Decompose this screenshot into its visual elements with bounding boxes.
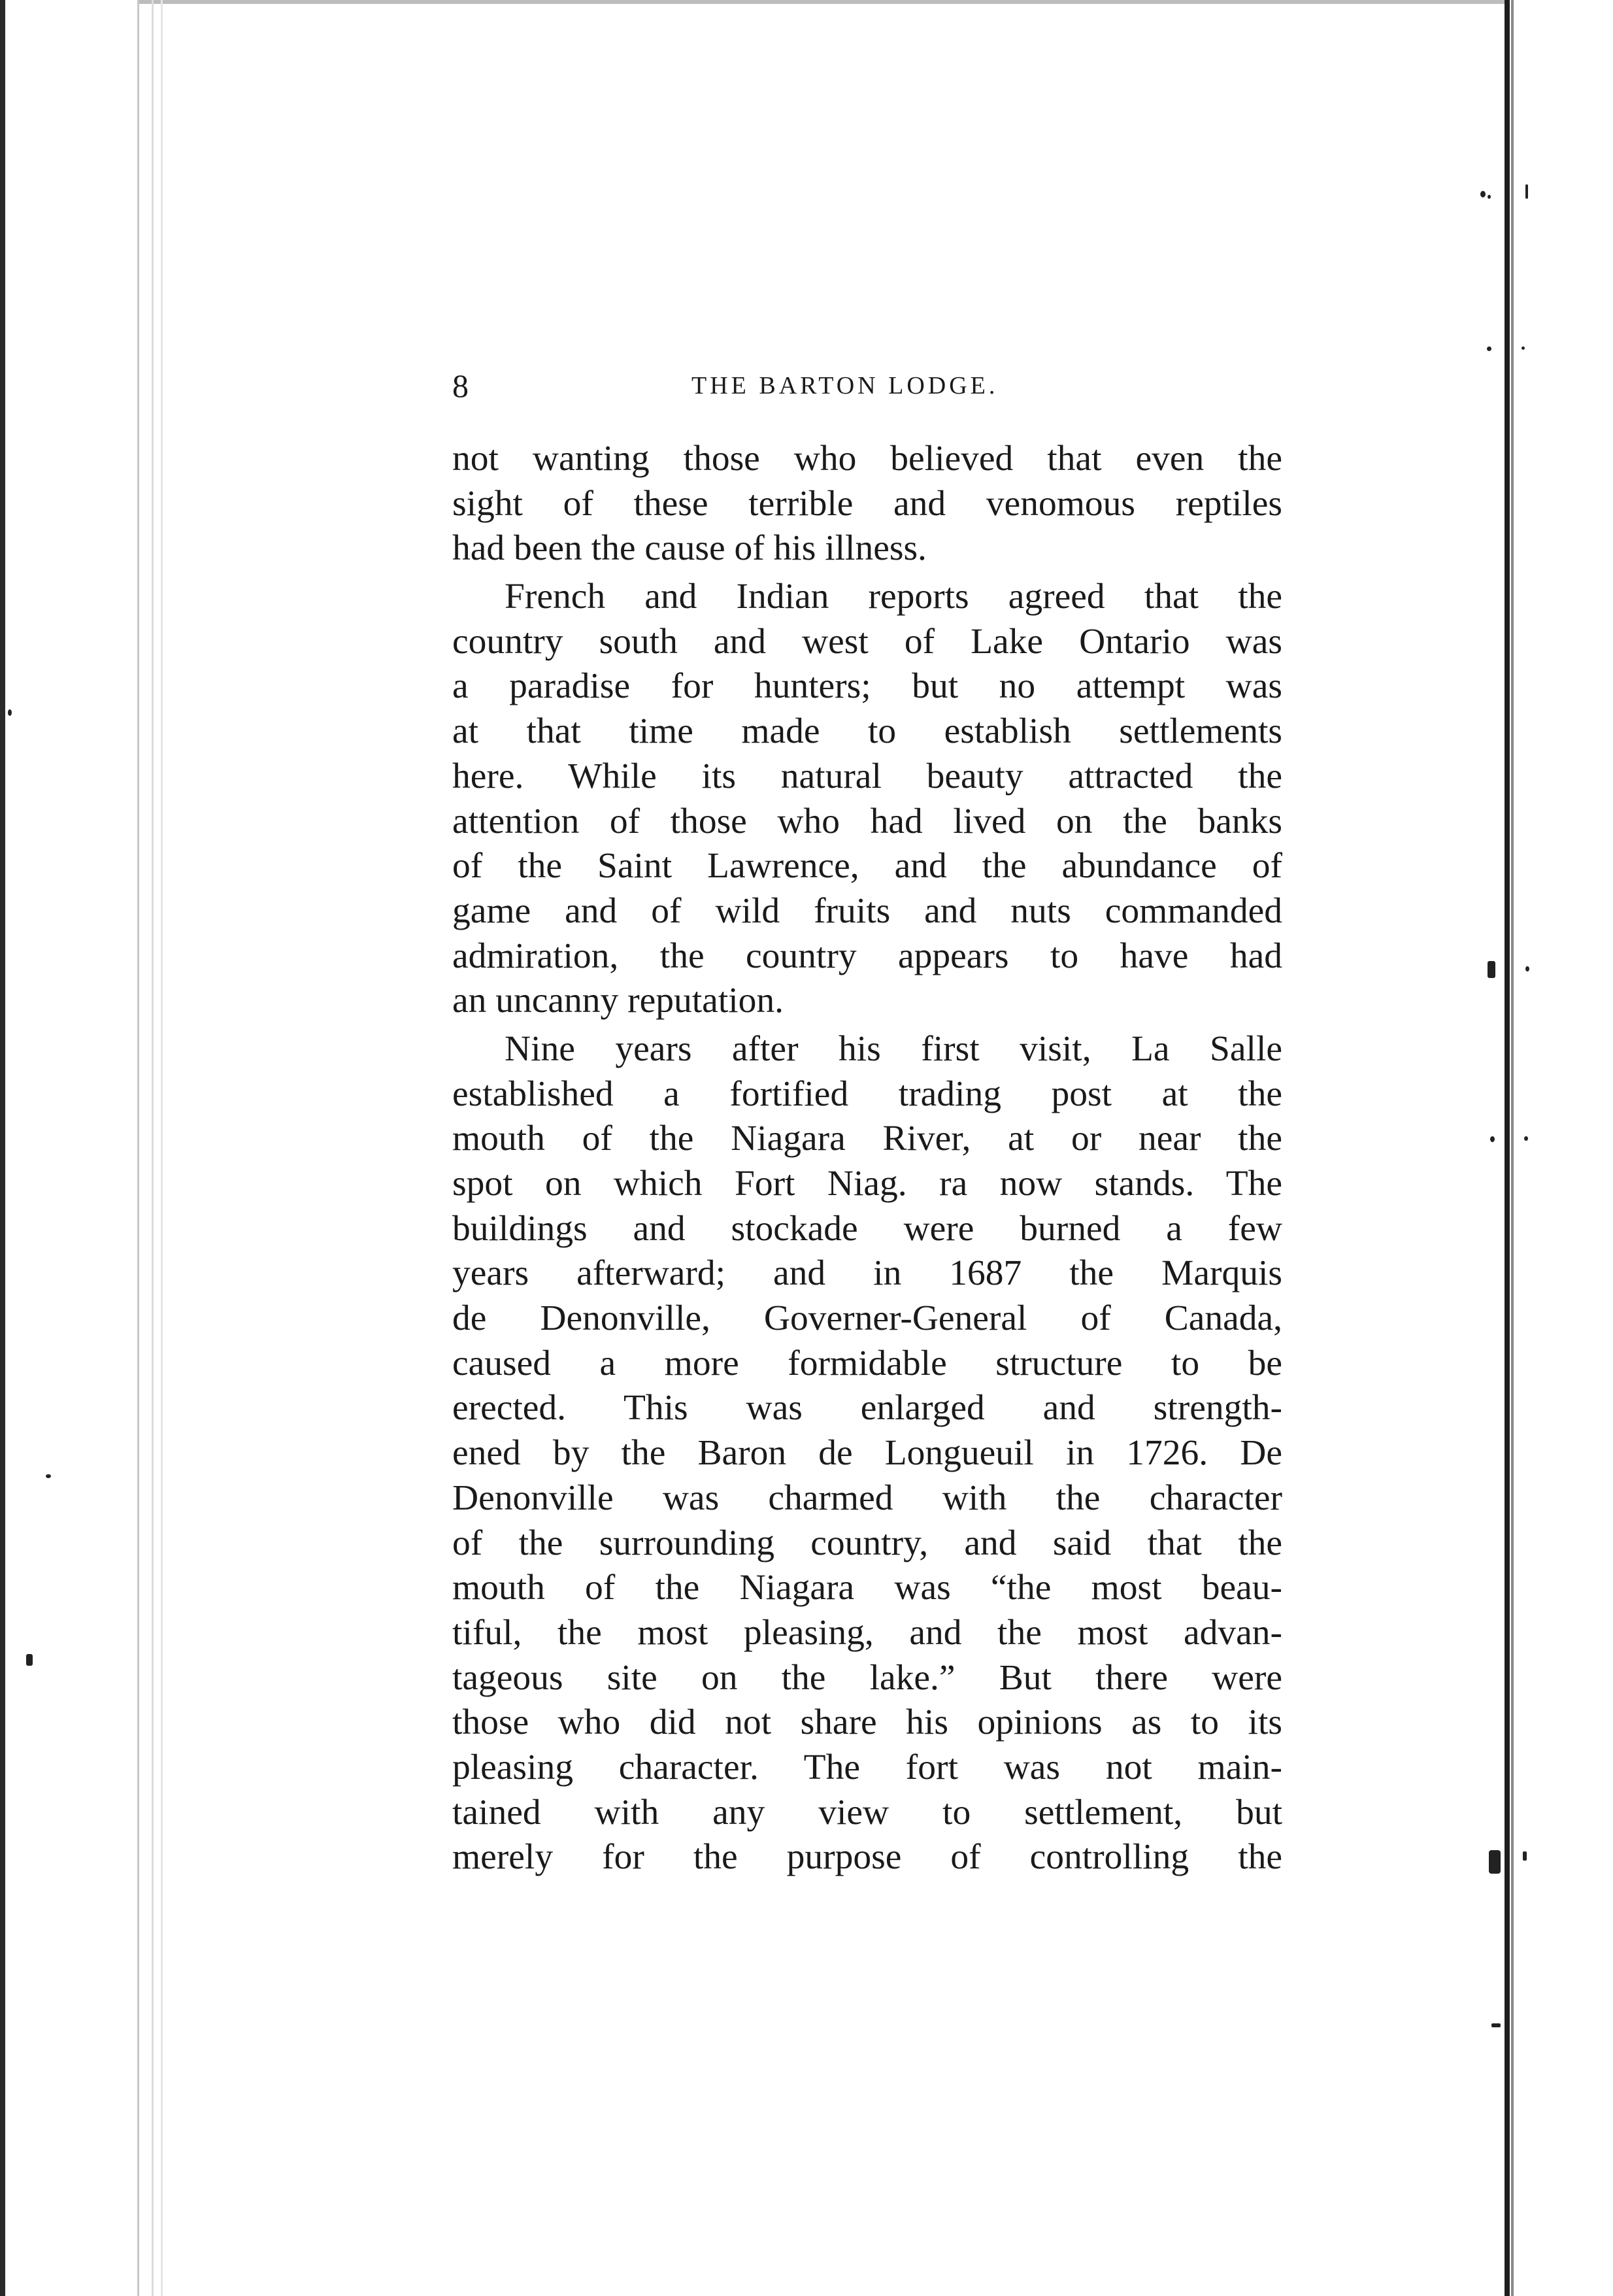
text-line: sight of these terrible and venomous reptiles <box>452 483 1282 524</box>
scan-speck <box>1523 1851 1527 1861</box>
scan-edge-top <box>137 0 1510 4</box>
text-line: caused a more formidable structure to be <box>452 1343 1282 1383</box>
text-line: Denonville was charmed with the character <box>452 1477 1282 1518</box>
text-line: country south and west of Lake Ontario was <box>452 621 1282 662</box>
binding-edge <box>1505 0 1510 2296</box>
text-line: spot on which Fort Niag. ra now stands. The <box>452 1164 1282 1204</box>
page-edge-line <box>137 0 139 2296</box>
scan-speck <box>1490 1136 1495 1142</box>
text-line: here. While its natural beauty attracted the <box>452 756 1282 796</box>
text-line: of the surrounding country, and said that the <box>452 1523 1282 1563</box>
scan-speck <box>1525 966 1529 971</box>
text-line: tained with any view to settlement, but <box>452 1792 1282 1832</box>
text-line: mouth of the Niagara River, at or near the <box>452 1119 1282 1159</box>
text-line: tageous site on the lake.” But there were <box>452 1657 1282 1698</box>
scan-speck <box>1525 184 1528 199</box>
page-number: 8 <box>452 367 469 404</box>
text-line: at that time made to establish settlements <box>452 711 1282 752</box>
page-edge-line <box>152 0 154 2296</box>
text-line: not wanting those who believed that even the <box>452 439 1282 479</box>
text-line: a paradise for hunters; but no attempt was <box>452 666 1282 707</box>
scan-speck <box>1489 1850 1501 1874</box>
scan-edge-left <box>0 0 5 2296</box>
scan-speck <box>8 709 12 716</box>
text-line: mouth of the Niagara was “the most beau- <box>452 1568 1282 1608</box>
text-line: had been the cause of his illness. <box>452 528 927 569</box>
scan-speck <box>1522 346 1525 350</box>
text-line: game and of wild fruits and nuts commanded <box>452 890 1282 931</box>
scan-speck <box>1524 1136 1528 1141</box>
text-line: merely for the purpose of controlling the <box>452 1837 1282 1878</box>
scan-speck <box>26 1654 33 1666</box>
page-header <box>452 363 1282 409</box>
text-line: French and Indian reports agreed that the <box>505 577 1282 617</box>
text-line: an uncanny reputation. <box>452 981 784 1021</box>
scan-speck <box>1488 195 1491 199</box>
text-line: buildings and stockade were burned a few <box>452 1208 1282 1249</box>
text-line: tiful, the most pleasing, and the most advan- <box>452 1612 1282 1653</box>
scan-speck <box>1491 2023 1501 2027</box>
text-line: years afterward; and in 1687 the Marquis <box>452 1253 1282 1294</box>
text-line: Nine years after his first visit, La Salle <box>505 1028 1282 1069</box>
scan-speck <box>46 1474 51 1478</box>
scan-speck <box>1487 346 1491 351</box>
text-line: those who did not share his opinions as to its <box>452 1702 1282 1743</box>
page-edge-line <box>161 0 163 2296</box>
binding-edge-shadow <box>1511 0 1514 2296</box>
text-line: established a fortified trading post at the <box>452 1073 1282 1114</box>
text-line: of the Saint Lawrence, and the abundance of <box>452 846 1282 886</box>
text-line: ened by the Baron de Longueuil in 1726. De <box>452 1433 1282 1474</box>
body-text <box>452 437 1282 1880</box>
text-line: de Denonville, Governer-General of Canada, <box>452 1298 1282 1339</box>
text-line: pleasing character. The fort was not main- <box>452 1747 1282 1787</box>
text-line: erected. This was enlarged and strength- <box>452 1388 1282 1428</box>
running-head: THE BARTON LODGE. <box>691 372 999 399</box>
text-line: attention of those who had lived on the banks <box>452 801 1282 841</box>
scan-speck <box>1480 191 1486 197</box>
text-line: admiration, the country appears to have had <box>452 936 1282 976</box>
scan-speck <box>1488 961 1495 978</box>
